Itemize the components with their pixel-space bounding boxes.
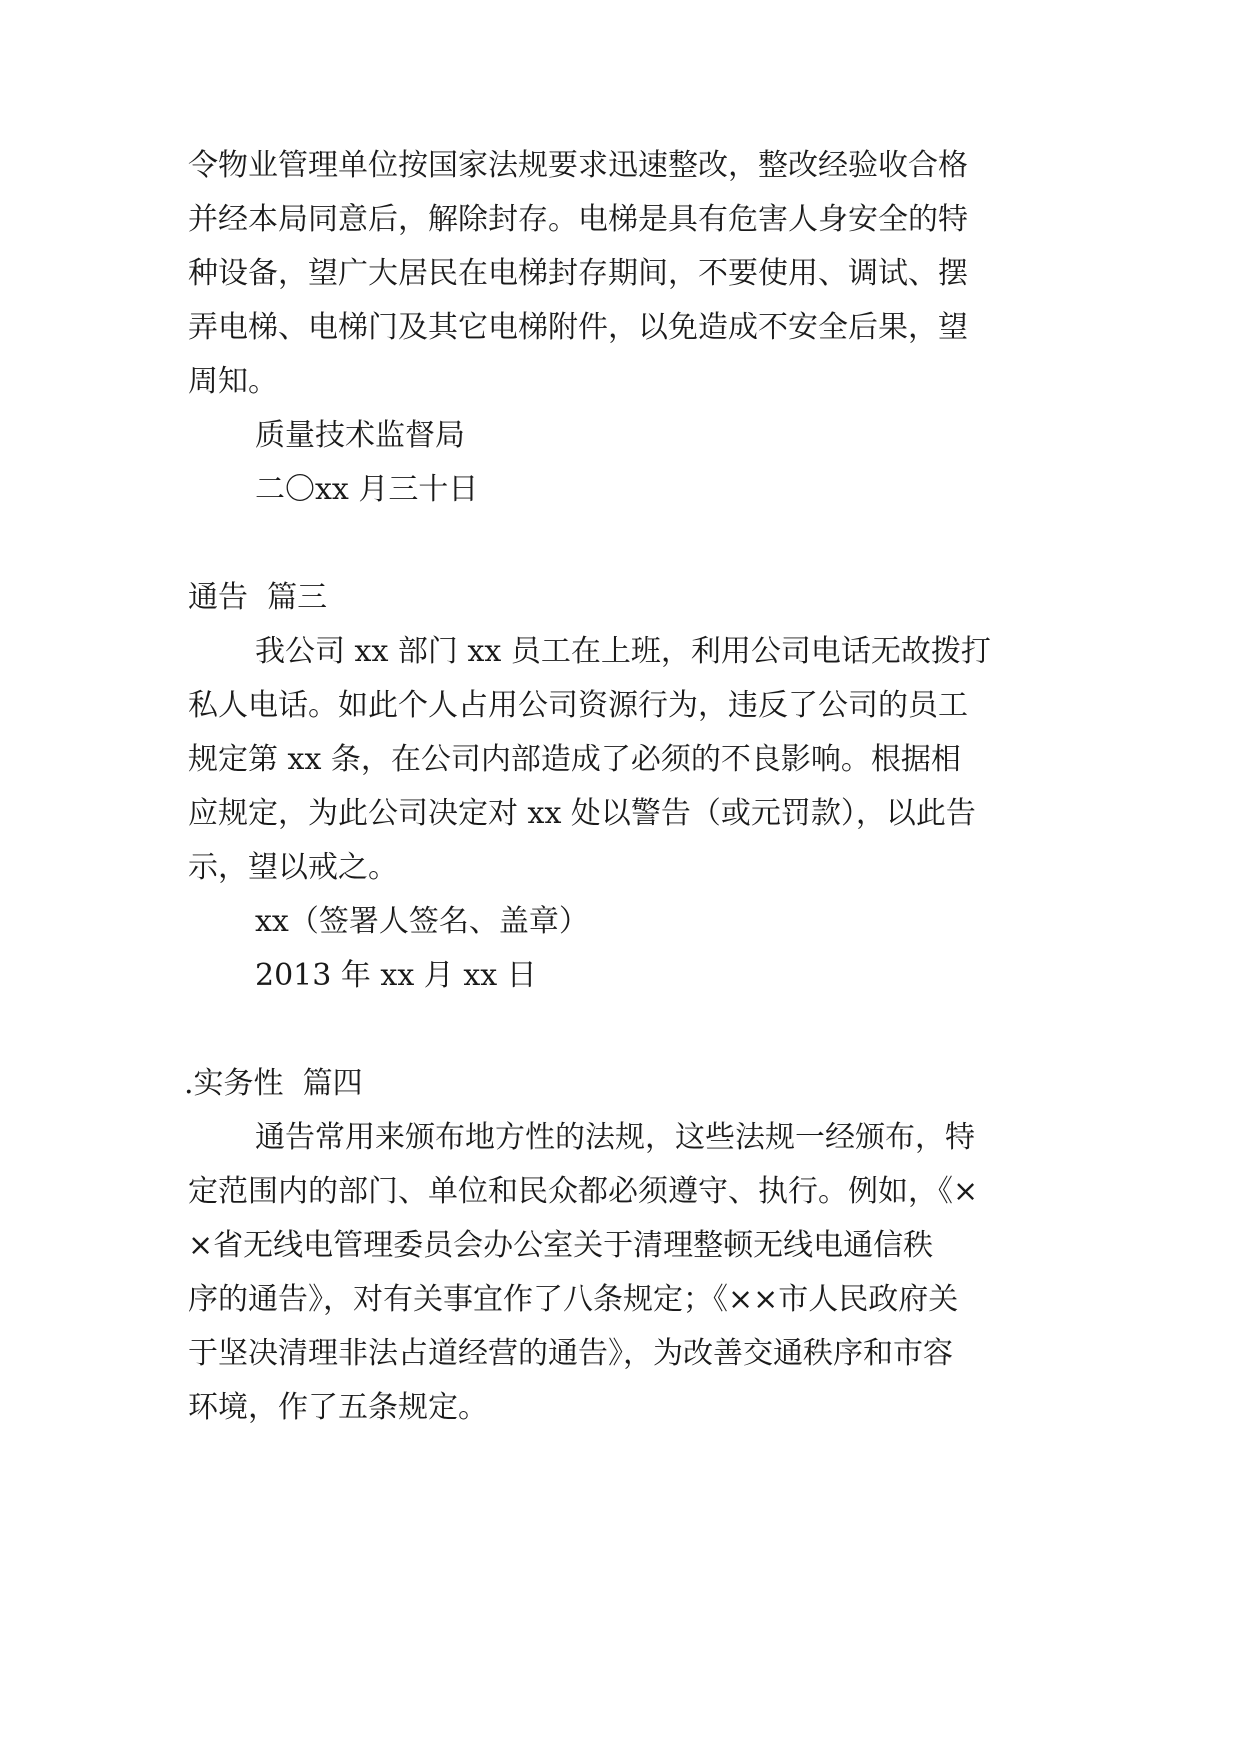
- body-line: 我公司 xx 部门 xx 员工在上班，利用公司电话无故拨打: [255, 634, 991, 669]
- body-line: 弄电梯、电梯门及其它电梯附件，以免造成不安全后果，望: [188, 310, 968, 345]
- body-line: 于坚决清理非法占道经营的通告》，为改善交通秩序和市容: [188, 1336, 953, 1371]
- body-line: 通告常用来颁布地方性的法规，这些法规一经颁布，特: [255, 1120, 975, 1155]
- body-line: 周知。: [188, 364, 278, 399]
- body-line: 示，望以戒之。: [188, 850, 398, 885]
- body-line: 应规定，为此公司决定对 xx 处以警告（或元罚款），以此告: [188, 796, 976, 831]
- body-line: 定范围内的部门、单位和民众都必须遵守、执行。例如，《×: [188, 1174, 979, 1209]
- signer: 质量技术监督局: [255, 418, 465, 453]
- date: 二〇xx 月三十日: [255, 472, 479, 507]
- body-line: 并经本局同意后，解除封存。电梯是具有危害人身安全的特: [188, 202, 968, 237]
- section-heading: .实务性 篇四: [184, 1066, 363, 1101]
- body-line: ×省无线电管理委员会办公室关于清理整顿无线电通信秩: [188, 1228, 934, 1263]
- body-line: 规定第 xx 条，在公司内部造成了必须的不良影响。根据相: [188, 742, 961, 777]
- body-line: 令物业管理单位按国家法规要求迅速整改，整改经验收合格: [188, 148, 968, 183]
- body-line: 环境，作了五条规定。: [188, 1390, 488, 1425]
- body-line: 种设备，望广大居民在电梯封存期间，不要使用、调试、摆: [188, 256, 968, 291]
- body-line: 序的通告》，对有关事宜作了八条规定；《××市人民政府关: [188, 1282, 959, 1317]
- date: 2013 年 xx 月 xx 日: [255, 958, 537, 993]
- signer: xx（签署人签名、盖章）: [255, 904, 589, 939]
- body-line: 私人电话。如此个人占用公司资源行为，违反了公司的员工: [188, 688, 968, 723]
- section-heading: 通告 篇三: [188, 580, 328, 615]
